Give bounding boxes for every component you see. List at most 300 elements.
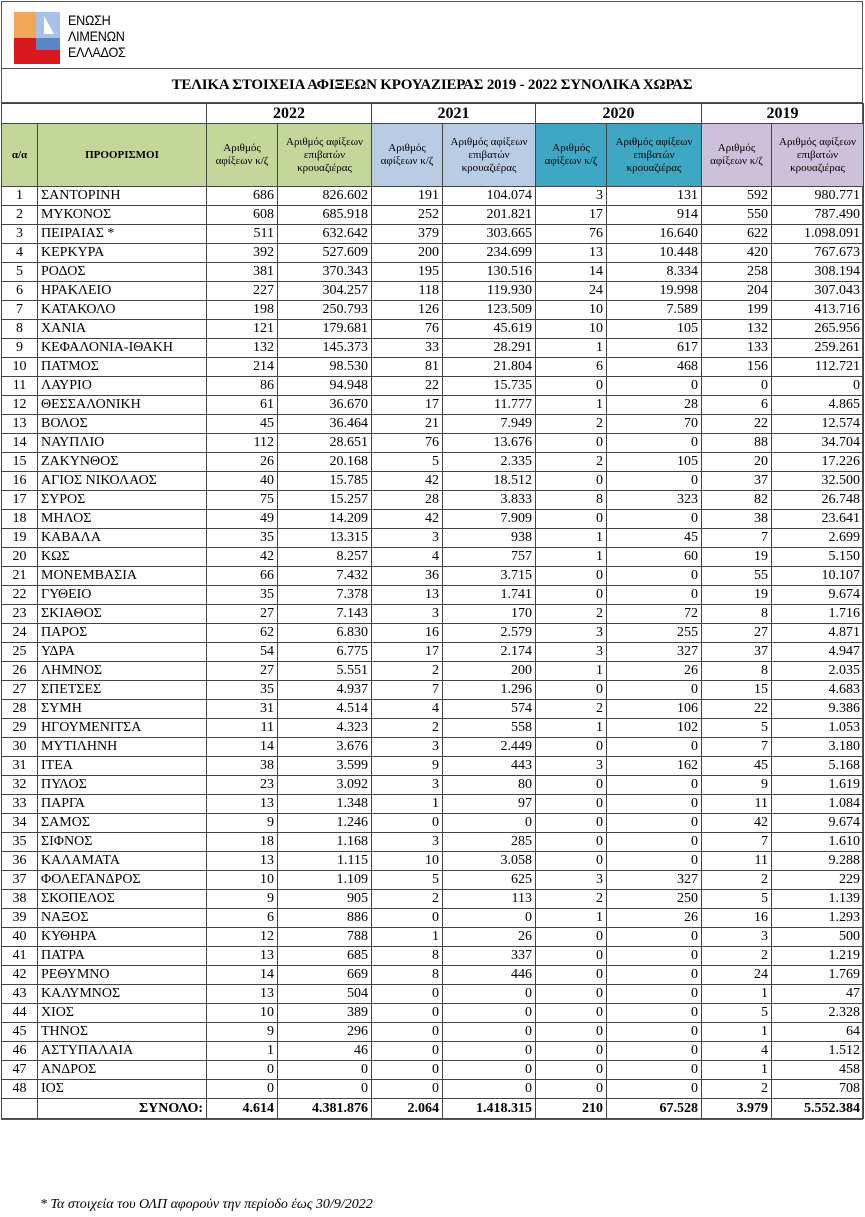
passengers-2019: 3.180 xyxy=(772,738,864,757)
index-cell: 29 xyxy=(2,719,38,738)
arrivals-2022: 13 xyxy=(207,985,278,1004)
passengers-2020: 106 xyxy=(607,700,702,719)
total-row xyxy=(2,1099,864,1119)
destination-cell: ΝΑΥΠΛΙΟ xyxy=(38,434,207,453)
passengers-2019: 4.871 xyxy=(772,624,864,643)
passengers-2022: 145.373 xyxy=(278,339,372,358)
arrivals-2020: 0 xyxy=(536,947,607,966)
arrivals-2020: 1 xyxy=(536,529,607,548)
arrivals-2020: 76 xyxy=(536,225,607,244)
destination-cell: ΑΓΙΟΣ ΝΙΚΟΛΑΟΣ xyxy=(38,472,207,491)
passengers-2020: 72 xyxy=(607,605,702,624)
arrivals-2021: 5 xyxy=(372,453,443,472)
passengers-2019: 458 xyxy=(772,1061,864,1080)
passengers-2022: 36.464 xyxy=(278,415,372,434)
destination-cell: ΠΥΛΟΣ xyxy=(38,776,207,795)
passengers-2019: 1.053 xyxy=(772,719,864,738)
passengers-2020: 131 xyxy=(607,187,702,206)
arrivals-2022: 608 xyxy=(207,206,278,225)
total-arrivals-2020: 210 xyxy=(536,1099,607,1119)
arrivals-2020: 2 xyxy=(536,700,607,719)
arrivals-2022: 35 xyxy=(207,586,278,605)
arrivals-2020: 3 xyxy=(536,643,607,662)
index-cell: 31 xyxy=(2,757,38,776)
arrivals-2021: 28 xyxy=(372,491,443,510)
arrivals-2020: 13 xyxy=(536,244,607,263)
arrivals-2020: 17 xyxy=(536,206,607,225)
passengers-2022: 527.609 xyxy=(278,244,372,263)
arrivals-2021: 3 xyxy=(372,605,443,624)
index-cell: 34 xyxy=(2,814,38,833)
passengers-2019: 47 xyxy=(772,985,864,1004)
table-row xyxy=(2,472,864,491)
passengers-2022: 4.323 xyxy=(278,719,372,738)
destination-cell: ΣΑΝΤΟΡΙΝΗ xyxy=(38,187,207,206)
arrivals-2020: 2 xyxy=(536,605,607,624)
arrivals-2022: 26 xyxy=(207,453,278,472)
arrivals-2019: 199 xyxy=(702,301,772,320)
passengers-2021: 2.335 xyxy=(443,453,536,472)
passengers-2022: 250.793 xyxy=(278,301,372,320)
index-cell: 2 xyxy=(2,206,38,225)
total-arrivals-2019: 3.979 xyxy=(702,1099,772,1119)
arrivals-2019: 4 xyxy=(702,1042,772,1061)
passengers-2019: 1.293 xyxy=(772,909,864,928)
passengers-2020: 0 xyxy=(607,966,702,985)
arrivals-2021: 3 xyxy=(372,529,443,548)
arrivals-2019: 5 xyxy=(702,890,772,909)
index-cell: 13 xyxy=(2,415,38,434)
table-row xyxy=(2,776,864,795)
arrivals-2019: 55 xyxy=(702,567,772,586)
passengers-2022: 1.168 xyxy=(278,833,372,852)
index-cell: 7 xyxy=(2,301,38,320)
arrivals-2022: 27 xyxy=(207,605,278,624)
destination-cell: ΡΟΔΟΣ xyxy=(38,263,207,282)
destination-cell: ΒΟΛΟΣ xyxy=(38,415,207,434)
index-cell: 43 xyxy=(2,985,38,1004)
destination-cell: ΗΓΟΥΜΕΝΙΤΣΑ xyxy=(38,719,207,738)
passengers-2021: 7.909 xyxy=(443,510,536,529)
passengers-2019: 9.288 xyxy=(772,852,864,871)
arrivals-2019: 88 xyxy=(702,434,772,453)
arrivals-2022: 35 xyxy=(207,681,278,700)
passengers-2022: 685.918 xyxy=(278,206,372,225)
arrivals-2020: 24 xyxy=(536,282,607,301)
passengers-2020: 162 xyxy=(607,757,702,776)
passengers-2022: 296 xyxy=(278,1023,372,1042)
destination-cell: ΓΥΘΕΙΟ xyxy=(38,586,207,605)
arrivals-2021: 42 xyxy=(372,472,443,491)
passengers-2022: 28.651 xyxy=(278,434,372,453)
arrivals-2020: 3 xyxy=(536,187,607,206)
cruise-arrivals-table xyxy=(1,103,864,1119)
arrivals-2022: 75 xyxy=(207,491,278,510)
arrivals-2019: 420 xyxy=(702,244,772,263)
passengers-2019: 4.683 xyxy=(772,681,864,700)
passengers-2020: 0 xyxy=(607,472,702,491)
index-cell: 14 xyxy=(2,434,38,453)
blank-cell xyxy=(2,1099,38,1119)
table-body xyxy=(2,187,864,1099)
passengers-2021: 2.449 xyxy=(443,738,536,757)
arrivals-2019: 1 xyxy=(702,1023,772,1042)
arrivals-2021: 21 xyxy=(372,415,443,434)
destination-cell: ΤΗΝΟΣ xyxy=(38,1023,207,1042)
index-cell: 41 xyxy=(2,947,38,966)
passengers-2021: 28.291 xyxy=(443,339,536,358)
passengers-2021: 26 xyxy=(443,928,536,947)
table-row xyxy=(2,358,864,377)
passengers-2022: 669 xyxy=(278,966,372,985)
passengers-2020: 0 xyxy=(607,586,702,605)
destination-cell: ΚΥΘΗΡΑ xyxy=(38,928,207,947)
passengers-2022: 1.246 xyxy=(278,814,372,833)
arrivals-2019: 11 xyxy=(702,795,772,814)
index-cell: 21 xyxy=(2,567,38,586)
arrivals-2022: 49 xyxy=(207,510,278,529)
index-cell: 6 xyxy=(2,282,38,301)
arrivals-2020: 0 xyxy=(536,852,607,871)
arrivals-2019: 82 xyxy=(702,491,772,510)
destination-cell: ΛΑΥΡΙΟ xyxy=(38,377,207,396)
index-cell: 5 xyxy=(2,263,38,282)
index-cell: 19 xyxy=(2,529,38,548)
passengers-2019: 9.386 xyxy=(772,700,864,719)
arrivals-2022: 12 xyxy=(207,928,278,947)
index-cell: 35 xyxy=(2,833,38,852)
table-row xyxy=(2,966,864,985)
table-row xyxy=(2,1080,864,1099)
table-row xyxy=(2,738,864,757)
arrivals-2021: 76 xyxy=(372,434,443,453)
destination-cell: ΣΙΦΝΟΣ xyxy=(38,833,207,852)
arrivals-2022: 0 xyxy=(207,1061,278,1080)
passengers-2020: 0 xyxy=(607,795,702,814)
index-cell: 42 xyxy=(2,966,38,985)
passengers-2022: 14.209 xyxy=(278,510,372,529)
passengers-2020: 0 xyxy=(607,510,702,529)
passengers-2022: 13.315 xyxy=(278,529,372,548)
destination-cell: ΣΚΙΑΘΟΣ xyxy=(38,605,207,624)
passengers-2020: 105 xyxy=(607,453,702,472)
arrivals-2021: 0 xyxy=(372,814,443,833)
index-cell: 44 xyxy=(2,1004,38,1023)
passengers-header: Αριθμός αφίξεων επιβατών κρουαζιέρας xyxy=(443,124,536,187)
passengers-2019: 308.194 xyxy=(772,263,864,282)
passengers-2022: 179.681 xyxy=(278,320,372,339)
arrivals-2019: 11 xyxy=(702,852,772,871)
passengers-2022: 20.168 xyxy=(278,453,372,472)
passengers-2020: 617 xyxy=(607,339,702,358)
arrivals-2020: 0 xyxy=(536,586,607,605)
table-row xyxy=(2,1042,864,1061)
arrivals-2022: 9 xyxy=(207,1023,278,1042)
arrivals-header: Αριθμός αφίξεων κ/ζ xyxy=(372,124,443,187)
index-cell: 30 xyxy=(2,738,38,757)
arrivals-2020: 2 xyxy=(536,415,607,434)
passengers-2020: 70 xyxy=(607,415,702,434)
arrivals-2022: 10 xyxy=(207,1004,278,1023)
passengers-2019: 2.699 xyxy=(772,529,864,548)
arrivals-2020: 0 xyxy=(536,1004,607,1023)
passengers-2019: 1.619 xyxy=(772,776,864,795)
passengers-2021: 0 xyxy=(443,1061,536,1080)
passengers-2022: 304.257 xyxy=(278,282,372,301)
table-row xyxy=(2,491,864,510)
table-row xyxy=(2,1023,864,1042)
arrivals-2022: 381 xyxy=(207,263,278,282)
arrivals-2019: 156 xyxy=(702,358,772,377)
passengers-2019: 23.641 xyxy=(772,510,864,529)
table-row xyxy=(2,244,864,263)
passengers-2022: 4.514 xyxy=(278,700,372,719)
passengers-2020: 28 xyxy=(607,396,702,415)
arrivals-2020: 10 xyxy=(536,301,607,320)
passengers-2022: 3.676 xyxy=(278,738,372,757)
arrivals-2022: 392 xyxy=(207,244,278,263)
arrivals-2021: 0 xyxy=(372,1080,443,1099)
total-passengers-2022: 4.381.876 xyxy=(278,1099,372,1119)
logo-line: ΕΝΩΣΗ xyxy=(68,12,111,28)
arrivals-2022: 511 xyxy=(207,225,278,244)
table-row xyxy=(2,339,864,358)
arrivals-2021: 36 xyxy=(372,567,443,586)
passengers-2022: 15.785 xyxy=(278,472,372,491)
index-cell: 22 xyxy=(2,586,38,605)
destination-cell: ΗΡΑΚΛΕΙΟ xyxy=(38,282,207,301)
arrivals-2020: 0 xyxy=(536,434,607,453)
passengers-2022: 4.937 xyxy=(278,681,372,700)
page-title: ΤΕΛΙΚΑ ΣΤΟΙΧΕΙΑ ΑΦΙΞΕΩΝ ΚΡΟΥΑΖΙΕΡΑΣ 2019 - 2022 ΣΥΝΟΛΙΚΑ ΧΩΡΑΣ xyxy=(2,69,862,103)
passengers-2020: 105 xyxy=(607,320,702,339)
arrivals-2021: 2 xyxy=(372,719,443,738)
passengers-2021: 0 xyxy=(443,1004,536,1023)
destination-cell: ΠΑΤΜΟΣ xyxy=(38,358,207,377)
passengers-2022: 5.551 xyxy=(278,662,372,681)
document-frame xyxy=(1,1,863,1120)
table-row xyxy=(2,282,864,301)
passengers-2020: 0 xyxy=(607,985,702,1004)
passengers-2021: 80 xyxy=(443,776,536,795)
passengers-2022: 7.432 xyxy=(278,567,372,586)
passengers-2021: 123.509 xyxy=(443,301,536,320)
passengers-2020: 0 xyxy=(607,1023,702,1042)
arrivals-2021: 17 xyxy=(372,396,443,415)
passengers-2021: 201.821 xyxy=(443,206,536,225)
arrivals-2019: 22 xyxy=(702,700,772,719)
arrivals-2020: 2 xyxy=(536,453,607,472)
table-row xyxy=(2,529,864,548)
arrivals-2021: 2 xyxy=(372,890,443,909)
passengers-2020: 7.589 xyxy=(607,301,702,320)
passengers-2021: 303.665 xyxy=(443,225,536,244)
arrivals-2020: 6 xyxy=(536,358,607,377)
arrivals-2019: 20 xyxy=(702,453,772,472)
destination-cell: ΚΑΤΑΚΟΛΟ xyxy=(38,301,207,320)
passengers-2021: 0 xyxy=(443,1023,536,1042)
passengers-2022: 0 xyxy=(278,1080,372,1099)
passengers-2021: 130.516 xyxy=(443,263,536,282)
table-row xyxy=(2,928,864,947)
passengers-2022: 389 xyxy=(278,1004,372,1023)
passengers-2021: 0 xyxy=(443,1042,536,1061)
passengers-2019: 2.035 xyxy=(772,662,864,681)
arrivals-2021: 252 xyxy=(372,206,443,225)
arrivals-2022: 23 xyxy=(207,776,278,795)
total-passengers-2020: 67.528 xyxy=(607,1099,702,1119)
passengers-2020: 45 xyxy=(607,529,702,548)
arrivals-2022: 227 xyxy=(207,282,278,301)
year-header-row xyxy=(2,104,864,124)
arrivals-2021: 4 xyxy=(372,700,443,719)
arrivals-2022: 45 xyxy=(207,415,278,434)
arrivals-2020: 0 xyxy=(536,738,607,757)
arrivals-2020: 3 xyxy=(536,624,607,643)
destination-cell: ΙΤΕΑ xyxy=(38,757,207,776)
passengers-2022: 905 xyxy=(278,890,372,909)
arrivals-2022: 18 xyxy=(207,833,278,852)
table-row xyxy=(2,1004,864,1023)
arrivals-2022: 198 xyxy=(207,301,278,320)
destination-cell: ΑΣΤΥΠΑΛΑΙΑ xyxy=(38,1042,207,1061)
arrivals-2020: 0 xyxy=(536,472,607,491)
passengers-2021: 11.777 xyxy=(443,396,536,415)
arrivals-2021: 195 xyxy=(372,263,443,282)
passengers-2020: 26 xyxy=(607,909,702,928)
table-row xyxy=(2,662,864,681)
arrivals-2020: 0 xyxy=(536,966,607,985)
destination-cell: ΝΑΞΟΣ xyxy=(38,909,207,928)
table-row xyxy=(2,795,864,814)
passengers-2020: 0 xyxy=(607,1004,702,1023)
total-label: ΣΥΝΟΛΟ: xyxy=(38,1099,207,1119)
destination-cell: ΡΕΘΥΜΝΟ xyxy=(38,966,207,985)
passengers-2022: 3.092 xyxy=(278,776,372,795)
arrivals-2022: 112 xyxy=(207,434,278,453)
passengers-2019: 34.704 xyxy=(772,434,864,453)
passengers-2019: 767.673 xyxy=(772,244,864,263)
arrivals-2021: 3 xyxy=(372,738,443,757)
index-cell: 32 xyxy=(2,776,38,795)
passengers-2020: 0 xyxy=(607,1080,702,1099)
index-cell: 20 xyxy=(2,548,38,567)
arrivals-2019: 19 xyxy=(702,586,772,605)
arrivals-2021: 0 xyxy=(372,1042,443,1061)
arrivals-2022: 61 xyxy=(207,396,278,415)
table-row xyxy=(2,624,864,643)
passengers-2020: 102 xyxy=(607,719,702,738)
arrivals-2022: 10 xyxy=(207,871,278,890)
arrivals-2019: 19 xyxy=(702,548,772,567)
destination-cell: ΚΩΣ xyxy=(38,548,207,567)
passengers-2020: 8.334 xyxy=(607,263,702,282)
arrivals-2019: 1 xyxy=(702,985,772,1004)
passengers-2021: 285 xyxy=(443,833,536,852)
arrivals-2021: 0 xyxy=(372,909,443,928)
index-cell: 18 xyxy=(2,510,38,529)
arrivals-2020: 0 xyxy=(536,985,607,1004)
passengers-2019: 32.500 xyxy=(772,472,864,491)
passengers-2020: 0 xyxy=(607,434,702,453)
arrivals-2022: 35 xyxy=(207,529,278,548)
passengers-2021: 200 xyxy=(443,662,536,681)
passengers-2022: 788 xyxy=(278,928,372,947)
year-2021: 2021 xyxy=(372,104,536,124)
arrivals-2021: 3 xyxy=(372,833,443,852)
passengers-2020: 255 xyxy=(607,624,702,643)
destination-cell: ΘΕΣΣΑΛΟΝΙΚΗ xyxy=(38,396,207,415)
arrivals-2020: 0 xyxy=(536,510,607,529)
destination-cell: ΣΠΕΤΣΕΣ xyxy=(38,681,207,700)
passengers-2021: 0 xyxy=(443,1080,536,1099)
destination-cell: ΜΗΛΟΣ xyxy=(38,510,207,529)
index-cell: 28 xyxy=(2,700,38,719)
arrivals-2021: 42 xyxy=(372,510,443,529)
arrivals-2021: 2 xyxy=(372,662,443,681)
arrivals-2022: 54 xyxy=(207,643,278,662)
passengers-2020: 323 xyxy=(607,491,702,510)
arrivals-2021: 10 xyxy=(372,852,443,871)
arrivals-2021: 126 xyxy=(372,301,443,320)
passengers-2019: 413.716 xyxy=(772,301,864,320)
arrivals-2021: 0 xyxy=(372,1023,443,1042)
passengers-2019: 1.139 xyxy=(772,890,864,909)
passengers-2020: 0 xyxy=(607,776,702,795)
logo-text xyxy=(68,12,126,60)
arrivals-2019: 15 xyxy=(702,681,772,700)
passengers-2020: 10.448 xyxy=(607,244,702,263)
passengers-2020: 914 xyxy=(607,206,702,225)
passengers-2022: 1.115 xyxy=(278,852,372,871)
passengers-2019: 64 xyxy=(772,1023,864,1042)
table-row xyxy=(2,301,864,320)
arrivals-2021: 76 xyxy=(372,320,443,339)
arrivals-2021: 379 xyxy=(372,225,443,244)
arrivals-2019: 7 xyxy=(702,738,772,757)
passengers-2020: 0 xyxy=(607,1042,702,1061)
table-row xyxy=(2,586,864,605)
arrivals-2019: 42 xyxy=(702,814,772,833)
arrivals-2019: 2 xyxy=(702,871,772,890)
destination-cell: ΜΥΚΟΝΟΣ xyxy=(38,206,207,225)
index-cell: 36 xyxy=(2,852,38,871)
index-cell: 37 xyxy=(2,871,38,890)
index-cell: 9 xyxy=(2,339,38,358)
arrivals-2020: 1 xyxy=(536,339,607,358)
arrivals-2021: 8 xyxy=(372,966,443,985)
passengers-2019: 1.219 xyxy=(772,947,864,966)
arrivals-2020: 0 xyxy=(536,795,607,814)
arrivals-2022: 132 xyxy=(207,339,278,358)
index-cell: 47 xyxy=(2,1061,38,1080)
arrivals-2020: 1 xyxy=(536,396,607,415)
arrivals-2019: 3 xyxy=(702,928,772,947)
index-cell: 8 xyxy=(2,320,38,339)
index-cell: 27 xyxy=(2,681,38,700)
index-cell: 40 xyxy=(2,928,38,947)
passengers-2021: 0 xyxy=(443,985,536,1004)
table-row xyxy=(2,510,864,529)
passengers-2021: 3.715 xyxy=(443,567,536,586)
arrivals-2022: 62 xyxy=(207,624,278,643)
arrivals-2021: 1 xyxy=(372,928,443,947)
year-2022: 2022 xyxy=(207,104,372,124)
passengers-2019: 500 xyxy=(772,928,864,947)
arrivals-2021: 191 xyxy=(372,187,443,206)
destination-cell: ΚΑΛΥΜΝΟΣ xyxy=(38,985,207,1004)
passengers-2022: 504 xyxy=(278,985,372,1004)
